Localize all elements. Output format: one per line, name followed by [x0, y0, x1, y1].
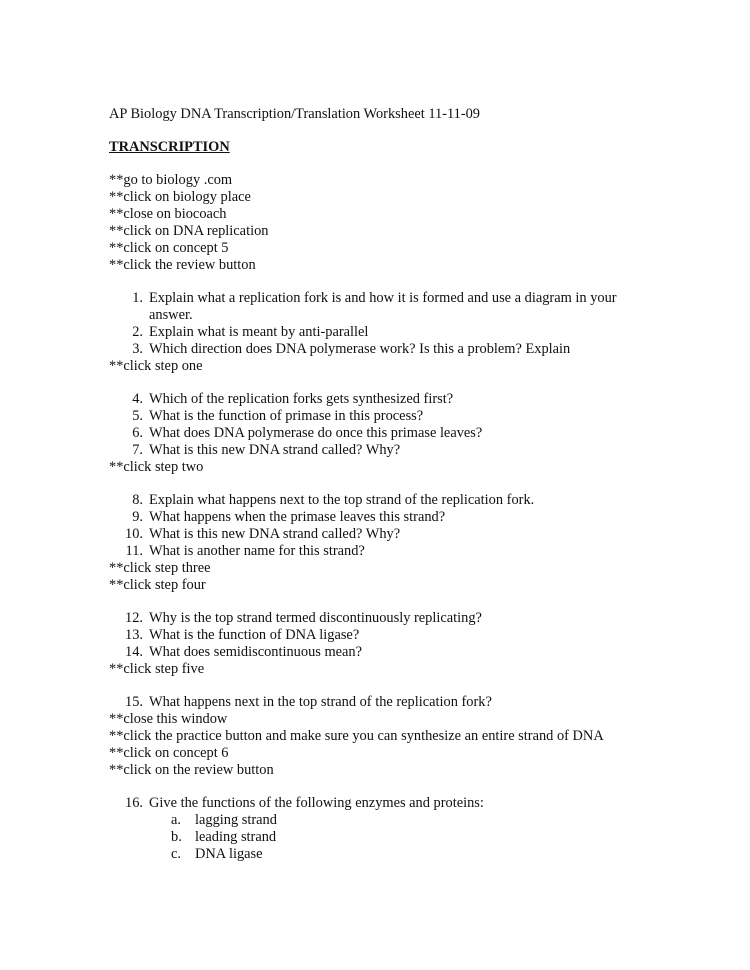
worksheet-title: AP Biology DNA Transcription/Translation Worksheet 11-11-09 [109, 106, 481, 122]
question [109, 694, 669, 711]
question-number: 16. [125, 795, 143, 811]
sub-item-letter: b. [171, 829, 182, 845]
instruction: **click on concept 6 [109, 745, 229, 761]
question [109, 526, 669, 543]
sub-item [109, 812, 669, 829]
instruction: **click on concept 5 [109, 240, 229, 256]
question [109, 627, 669, 644]
question-number: 10. [125, 526, 143, 542]
question-text: Explain what a replication fork is and how it is formed and use a diagram in your answer. [149, 290, 617, 323]
instruction: **click step four [109, 577, 206, 593]
question-number: 6. [132, 425, 143, 441]
instruction: **click on DNA replication [109, 223, 269, 239]
question-text: Which direction does DNA polymerase work? Is this a problem? Explain [149, 341, 571, 357]
question-number: 15. [125, 694, 143, 710]
question [109, 492, 669, 509]
question-text: Give the functions of the following enzymes and proteins: [149, 795, 484, 811]
question [109, 425, 669, 442]
question-number: 2. [132, 324, 143, 340]
question-text: What is another name for this strand? [149, 543, 365, 559]
question-text: What is the function of DNA ligase? [149, 627, 360, 643]
instruction: **click step five [109, 661, 205, 677]
question-number: 13. [125, 627, 143, 643]
sub-item [109, 829, 669, 846]
question-text: What does DNA polymerase do once this primase leaves? [149, 425, 483, 441]
question-text: What is this new DNA strand called? Why? [149, 442, 401, 458]
question [109, 610, 669, 627]
question-text: What is the function of primase in this process? [149, 408, 424, 424]
instruction: **click on biology place [109, 189, 251, 205]
question [109, 509, 669, 526]
sub-item [109, 846, 669, 863]
question [109, 391, 669, 408]
question-text: Explain what is meant by anti-parallel [149, 324, 369, 340]
question [109, 324, 669, 341]
instruction: **close on biocoach [109, 206, 227, 222]
question-text: What happens next in the top strand of the replication fork? [149, 694, 492, 710]
sub-item-text: DNA ligase [195, 846, 263, 862]
question-number: 12. [125, 610, 143, 626]
instruction: **click the practice button and make sure you can synthesize an entire strand of DNA [109, 728, 604, 744]
instruction: **click step two [109, 459, 204, 475]
instruction: **close this window [109, 711, 228, 727]
question-number: 8. [132, 492, 143, 508]
question-number: 7. [132, 442, 143, 458]
instruction: **click on the review button [109, 762, 274, 778]
question-number: 4. [132, 391, 143, 407]
question-number: 14. [125, 644, 143, 660]
question [109, 408, 669, 425]
question [109, 795, 669, 812]
instruction: **go to biology .com [109, 172, 233, 188]
instruction: **click the review button [109, 257, 256, 273]
sub-item-text: lagging strand [195, 812, 277, 828]
question-text: Explain what happens next to the top strand of the replication fork. [149, 492, 535, 508]
instruction: **click step one [109, 358, 203, 374]
question [109, 341, 669, 358]
question-text: Why is the top strand termed discontinuously replicating? [149, 610, 482, 626]
worksheet-content [109, 106, 669, 863]
question [109, 442, 669, 459]
question-text: What does semidiscontinuous mean? [149, 644, 363, 660]
sub-item-text: leading strand [195, 829, 277, 845]
sub-item-letter: a. [171, 812, 181, 828]
question [109, 290, 669, 324]
question-number: 5. [132, 408, 143, 424]
question-number: 9. [132, 509, 143, 525]
question-text: What is this new DNA strand called? Why? [149, 526, 401, 542]
instruction: **click step three [109, 560, 211, 576]
question [109, 644, 669, 661]
sub-item-letter: c. [171, 846, 181, 862]
intro-steps [109, 172, 669, 274]
section-heading: TRANSCRIPTION [109, 139, 230, 155]
question-text: Which of the replication forks gets synthesized first? [149, 391, 454, 407]
question-number: 3. [132, 341, 143, 357]
question-text: What happens when the primase leaves this strand? [149, 509, 446, 525]
question-number: 1. [132, 290, 143, 306]
question-number: 11. [125, 543, 143, 559]
question [109, 543, 669, 560]
